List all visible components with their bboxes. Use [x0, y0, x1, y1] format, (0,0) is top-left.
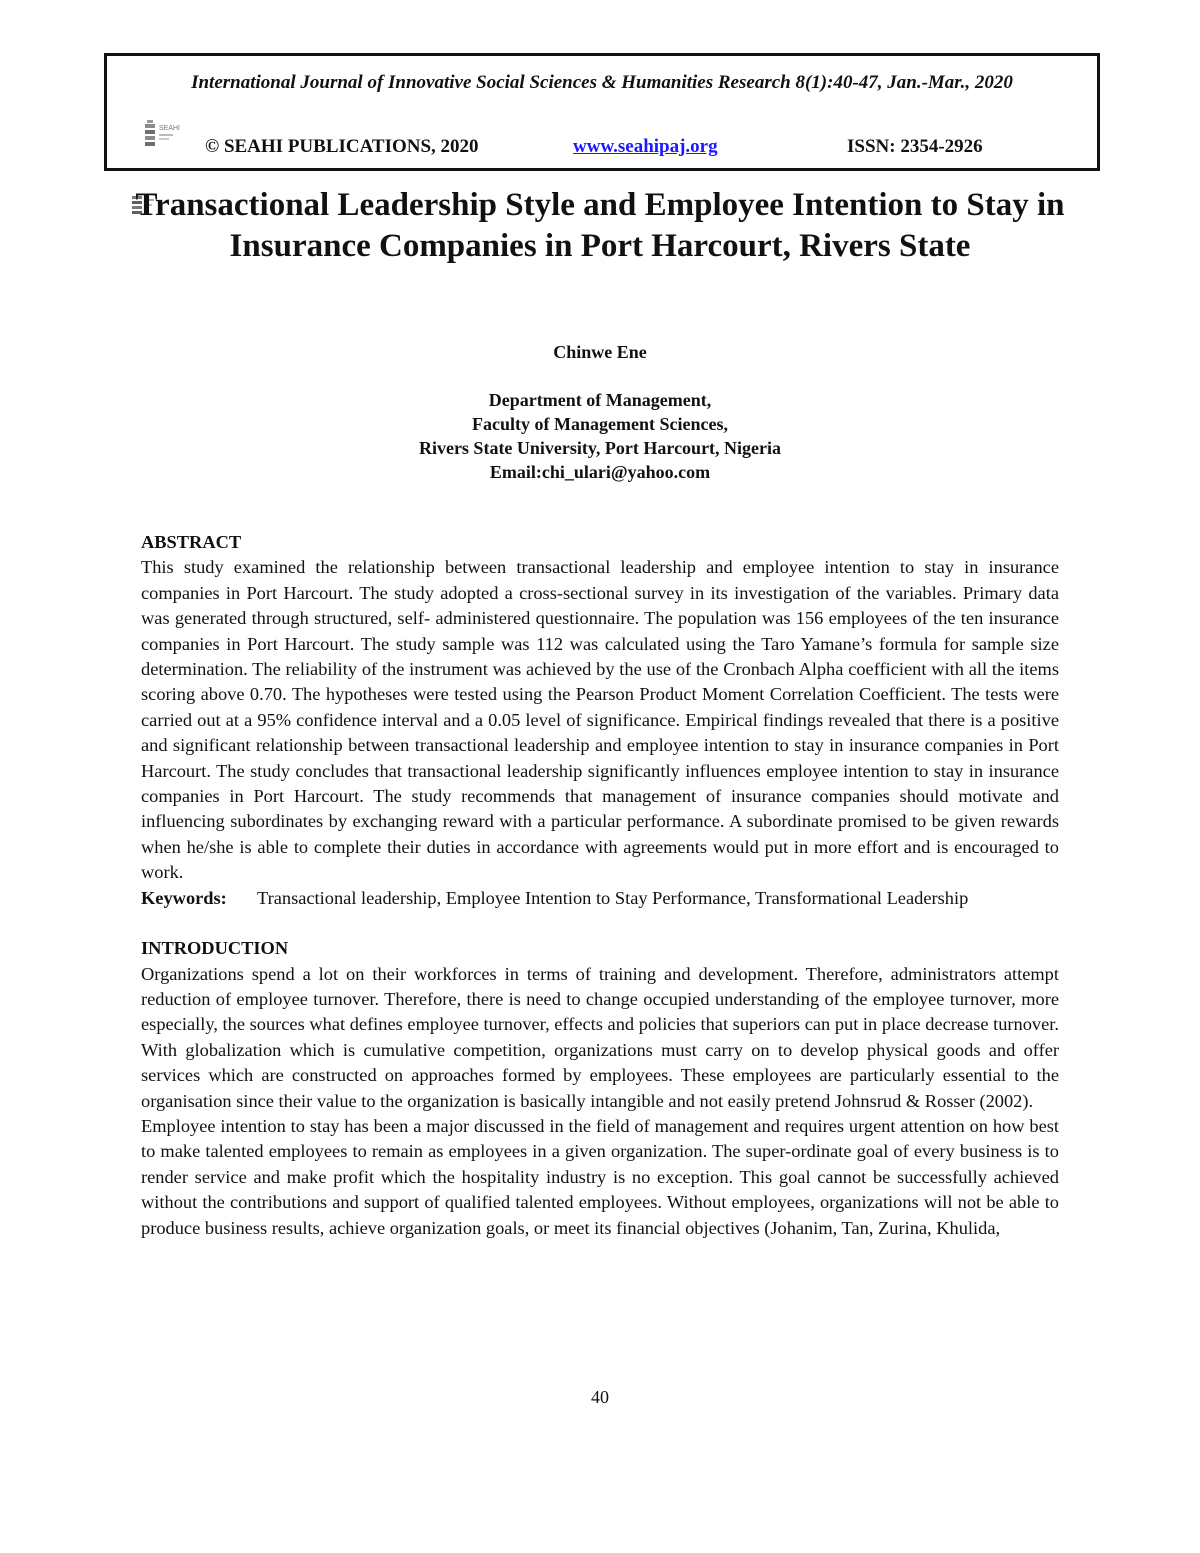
page-number: 40 [591, 1387, 609, 1407]
author-name: Chinwe Ene [553, 342, 647, 362]
seahi-logo-text: SEAHI [159, 125, 181, 132]
keywords-text: Transactional leadership, Employee Intention to Stay Performance, Transformational Leadership [257, 887, 969, 908]
journal-citation: International Journal of Innovative Social Sciences & Humanities Research 8(1):40-47, Jan.-Mar., 2020 [191, 72, 1013, 93]
paper-title: Transactional Leadership Style and Employee Intention to Stay in Insurance Companies in Port Harcourt, Rivers State [135, 187, 1065, 264]
journal-issn: ISSN: 2354-2926 [847, 136, 983, 157]
seahi-logo-icon [143, 118, 187, 154]
publisher-website-link[interactable]: www.seahipaj.org [573, 136, 718, 157]
abstract-text: This study examined the relationship between transactional leadership and employee intention to stay in insurance companies in Port Harcourt. The study adopted a cross-sectional survey in its investigation of the variables. Primary data was generated through structured, self- administered questionnaire. The population was 156 employees of the ten insurance companies in Port Harcourt. The study sample was 112 was calculated using the Taro Yamane’s formula for sample size determination. The reliability of the instrument was achieved by the use of the Cronbach Alpha coefficient with all the items scoring above 0.70. The hypotheses were tested using the Pearson Product Moment Correlation Coefficient. The tests were carried out at a 95% confidence interval and a 0.05 level of significance. Empirical findings revealed that there is a positive and significant relationship between transactional leadership and employee intention to stay in insurance companies in Port Harcourt. The study concludes that transactional leadership significantly influences employee intention to stay in insurance companies in Port Harcourt. The study recommends that management of insurance companies should motivate and influencing subordinates by exchanging reward with a particular performance. A subordinate promised to be given rewards when he/she is able to complete their duties in accordance with agreements would put in more effort and is encouraged to work. [141, 557, 1059, 883]
keywords-label: Keywords: [141, 887, 227, 908]
keywords-row [141, 886, 1059, 911]
journal-header-box [104, 53, 1100, 171]
introduction-paragraph: Employee intention to stay has been a major discussed in the field of management and requires urgent attention on how best to make talented employees to remain as employees in a given organization. The super-ordinate goal of every business is to render service and make profit which the hospitality industry is no exception. This goal cannot be successfully achieved without the contributions and support of qualified talented employees. Without employees, organizations will not be able to produce business results, achieve organization goals, or meet its financial objectives (Johanim, Tan, Zurina, Khulida, [141, 1115, 1059, 1238]
introduction-paragraph: Organizations spend a lot on their workforces in terms of training and development. Therefore, administrators attempt reduction of employee turnover. Therefore, there is need to change occupied understanding of the employee turnover, more especially, the sources what defines employee turnover, effects and policies that superiors can put in place decrease turnover. With globalization which is cumulative competition, organizations must carry on to develop physical goods and offer services which are constructed on approaches formed by employees. These employees are particularly essential to the organisation since their value to the organization is basically intangible and not easily pretend Johnsrud & Rosser (2002). [141, 963, 1059, 1111]
abstract-heading: ABSTRACT [141, 532, 242, 552]
introduction-heading: INTRODUCTION [141, 938, 289, 959]
publisher-copyright: © SEAHI PUBLICATIONS, 2020 [205, 136, 479, 157]
paper-body [141, 530, 1059, 1241]
author-email: Email:chi_ulari@yahoo.com [489, 462, 711, 482]
author-university: Rivers State University, Port Harcourt, Nigeria [418, 438, 782, 458]
author-block [100, 340, 1100, 484]
author-faculty: Faculty of Management Sciences, [472, 414, 728, 434]
author-department: Department of Management, [488, 390, 712, 410]
